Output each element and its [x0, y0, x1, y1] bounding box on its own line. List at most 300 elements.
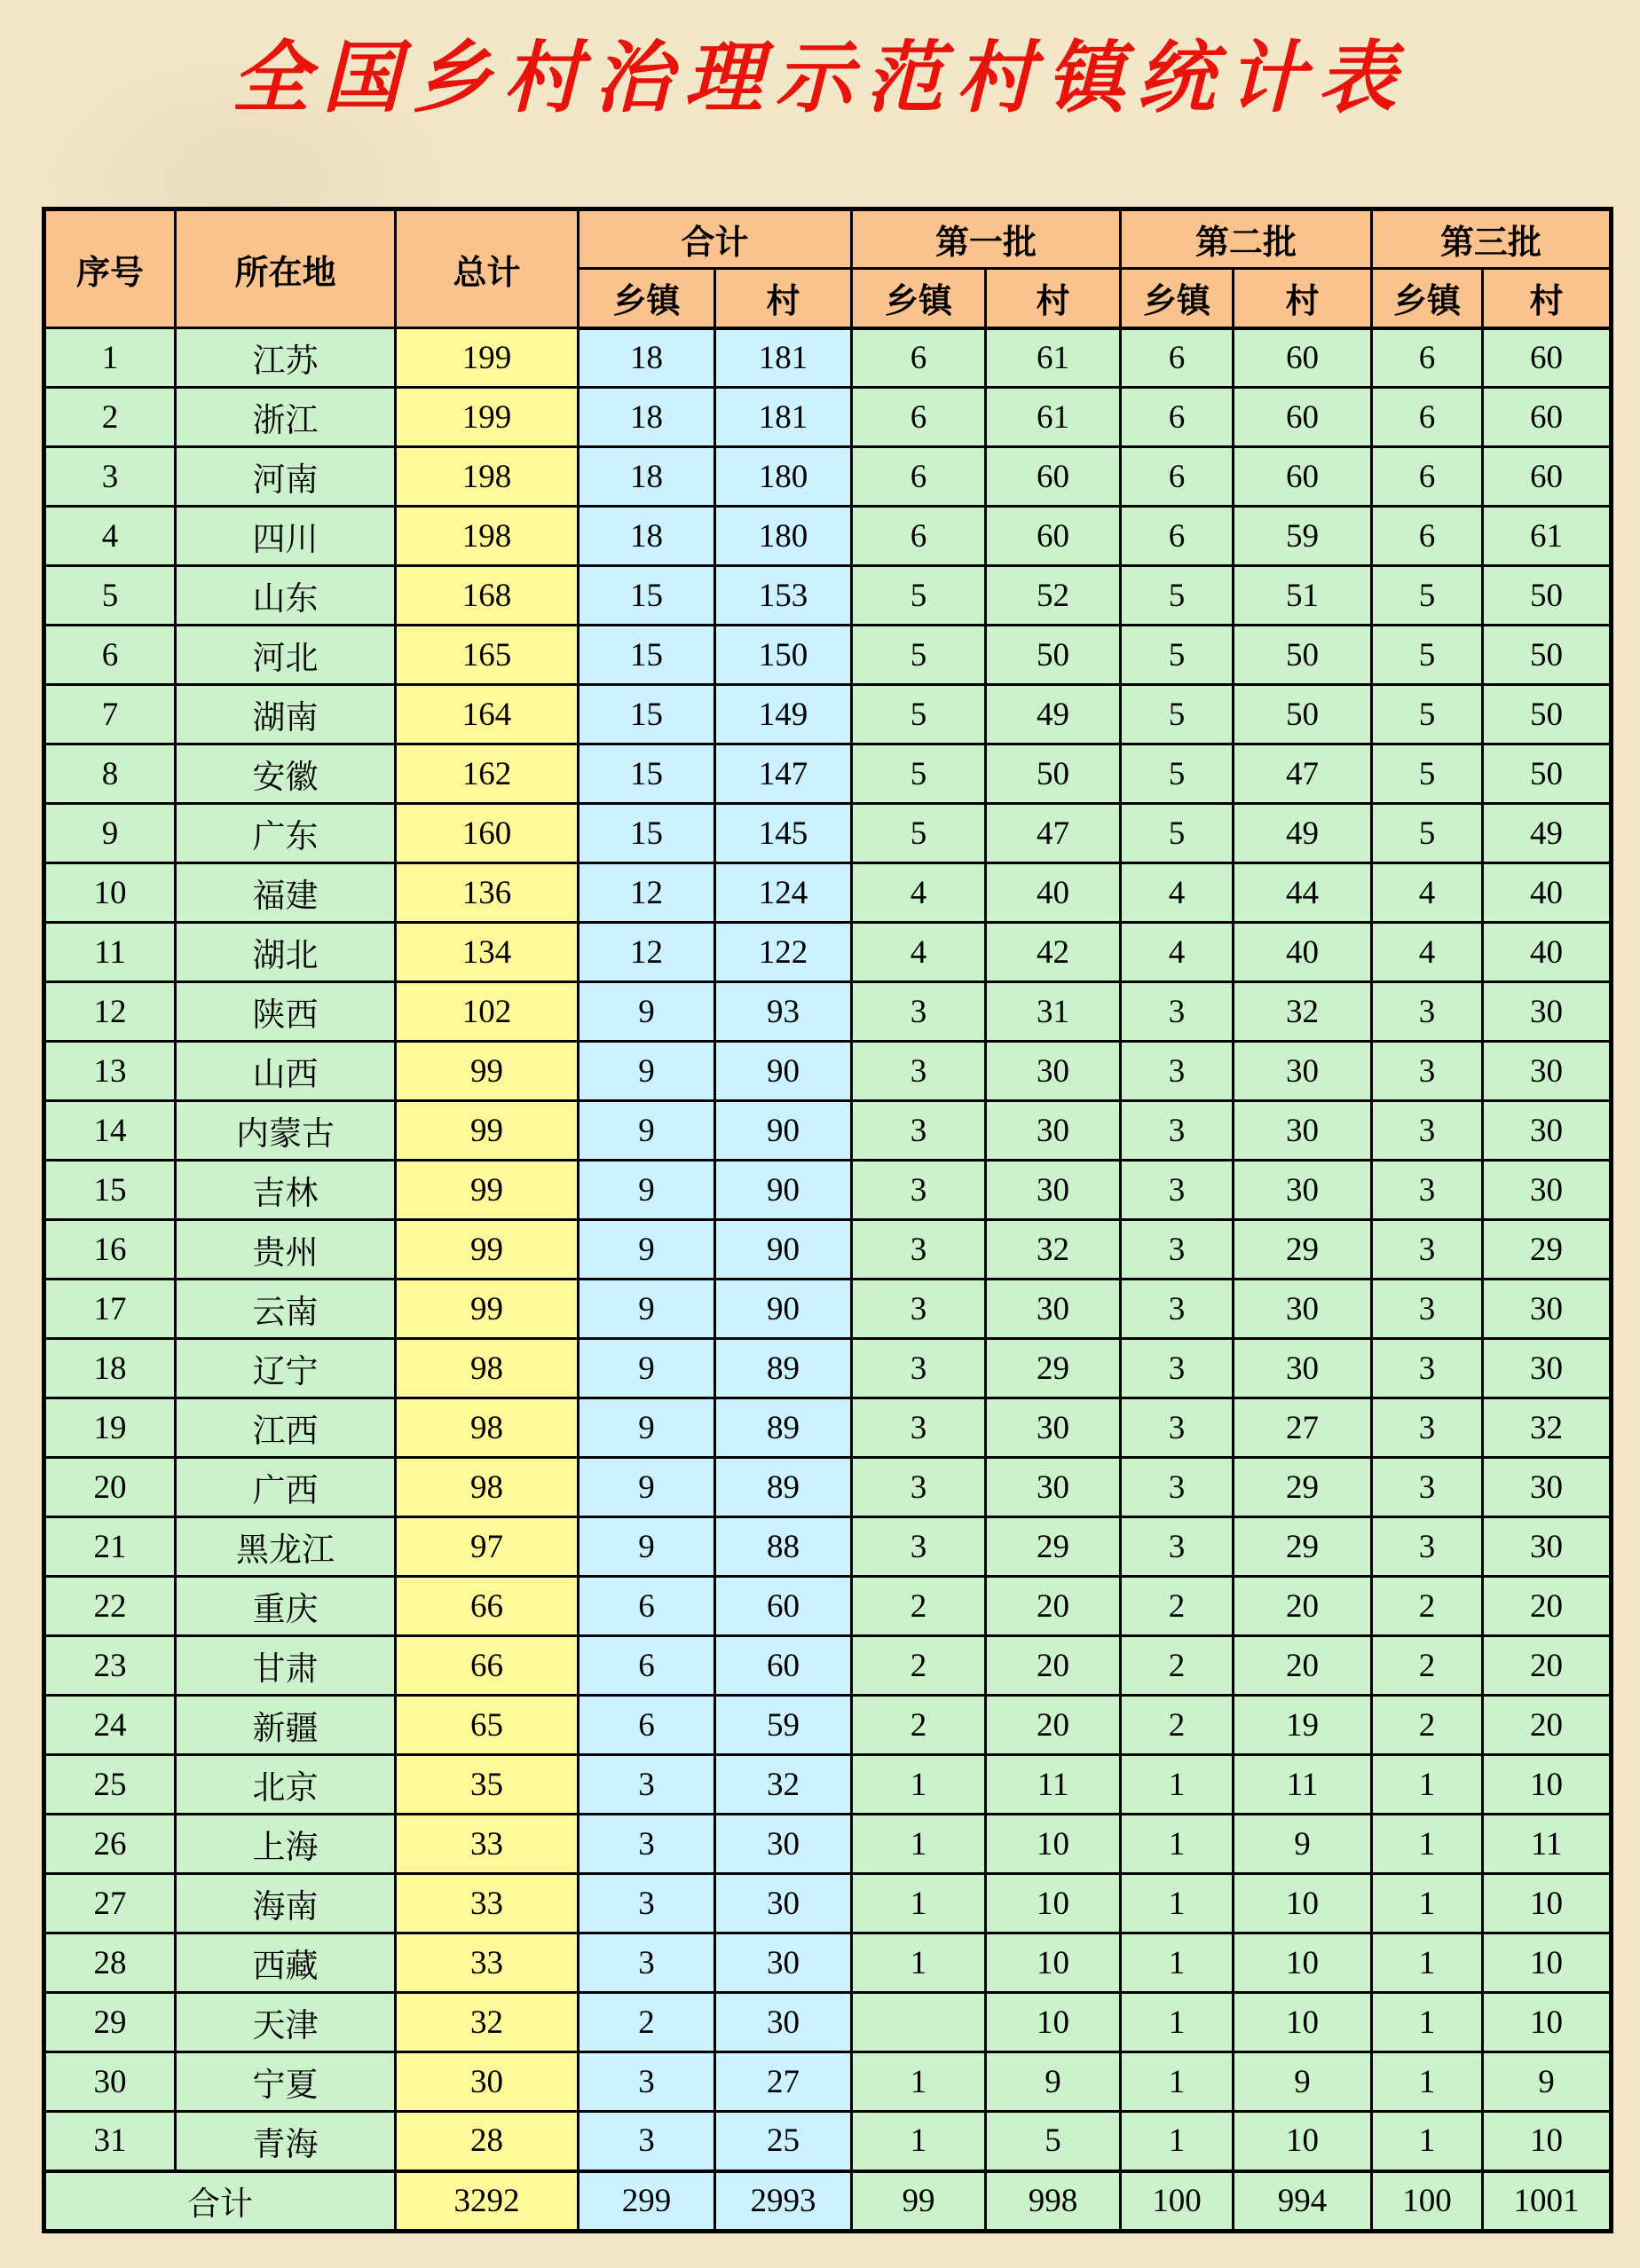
row-batch2-township: 5 — [1121, 744, 1234, 804]
row-batch2-village: 60 — [1234, 328, 1372, 388]
row-subtotal-village: 147 — [715, 744, 852, 804]
table-row — [44, 507, 1612, 566]
row-batch1-village: 29 — [986, 1339, 1121, 1398]
row-batch2-township: 1 — [1121, 1933, 1234, 1993]
row-batch1-village: 10 — [986, 1815, 1121, 1874]
col-group-batch2: 第二批 — [1121, 209, 1372, 269]
row-batch3-township: 5 — [1372, 804, 1483, 863]
row-batch3-township: 3 — [1372, 1398, 1483, 1458]
total-batch2-village: 994 — [1234, 2171, 1372, 2232]
row-batch2-township: 5 — [1121, 804, 1234, 863]
row-location: 新疆 — [176, 1696, 396, 1755]
row-location: 浙江 — [176, 388, 396, 447]
row-index: 18 — [44, 1339, 176, 1398]
row-subtotal-village: 90 — [715, 1161, 852, 1220]
row-batch3-township: 1 — [1372, 2052, 1483, 2112]
row-grand-total: 99 — [396, 1101, 579, 1161]
row-batch1-township: 6 — [852, 388, 986, 447]
table-row — [44, 1577, 1612, 1636]
subheader-batch2-village: 村 — [1234, 269, 1372, 328]
row-index: 29 — [44, 1993, 176, 2052]
row-index: 17 — [44, 1280, 176, 1339]
row-index: 23 — [44, 1636, 176, 1696]
table-row — [44, 626, 1612, 685]
row-grand-total: 65 — [396, 1696, 579, 1755]
row-grand-total: 99 — [396, 1042, 579, 1101]
row-subtotal-township: 6 — [579, 1577, 715, 1636]
row-batch3-village: 50 — [1483, 744, 1612, 804]
row-batch2-village: 30 — [1234, 1280, 1372, 1339]
row-batch3-township: 3 — [1372, 1101, 1483, 1161]
subheader-batch1-village: 村 — [986, 269, 1121, 328]
row-batch2-township: 3 — [1121, 1101, 1234, 1161]
row-batch3-township: 5 — [1372, 744, 1483, 804]
row-subtotal-village: 149 — [715, 685, 852, 744]
row-index: 11 — [44, 923, 176, 982]
row-batch2-village: 51 — [1234, 566, 1372, 626]
row-subtotal-township: 15 — [579, 626, 715, 685]
row-batch3-village: 9 — [1483, 2052, 1612, 2112]
row-batch2-village: 59 — [1234, 507, 1372, 566]
total-grand: 3292 — [396, 2171, 579, 2232]
row-subtotal-township: 18 — [579, 328, 715, 388]
row-grand-total: 198 — [396, 447, 579, 507]
table-row — [44, 804, 1612, 863]
row-location: 河南 — [176, 447, 396, 507]
row-location: 陕西 — [176, 982, 396, 1042]
table-row — [44, 1874, 1612, 1933]
row-batch2-village: 10 — [1234, 1993, 1372, 2052]
table-row — [44, 863, 1612, 923]
row-batch2-village: 30 — [1234, 1042, 1372, 1101]
table-row — [44, 1636, 1612, 1696]
table-row — [44, 1696, 1612, 1755]
row-batch3-village: 30 — [1483, 1042, 1612, 1101]
row-subtotal-township: 9 — [579, 1101, 715, 1161]
row-subtotal-township: 3 — [579, 1755, 715, 1815]
row-batch2-village: 50 — [1234, 685, 1372, 744]
row-batch1-village: 30 — [986, 1458, 1121, 1517]
row-batch3-township: 6 — [1372, 388, 1483, 447]
row-batch1-village: 9 — [986, 2052, 1121, 2112]
row-batch1-village: 61 — [986, 328, 1121, 388]
row-index: 30 — [44, 2052, 176, 2112]
table-row — [44, 923, 1612, 982]
row-batch2-village: 30 — [1234, 1339, 1372, 1398]
row-index: 2 — [44, 388, 176, 447]
row-subtotal-village: 150 — [715, 626, 852, 685]
row-batch1-village: 20 — [986, 1696, 1121, 1755]
row-batch3-township: 2 — [1372, 1577, 1483, 1636]
row-subtotal-village: 90 — [715, 1280, 852, 1339]
row-batch1-township: 4 — [852, 923, 986, 982]
row-batch3-village: 30 — [1483, 1280, 1612, 1339]
row-batch1-township: 2 — [852, 1696, 986, 1755]
row-batch3-village: 29 — [1483, 1220, 1612, 1280]
row-batch1-village: 29 — [986, 1517, 1121, 1577]
row-batch1-village: 31 — [986, 982, 1121, 1042]
row-batch2-village: 10 — [1234, 2112, 1372, 2171]
row-batch3-township: 3 — [1372, 1042, 1483, 1101]
row-batch1-village: 10 — [986, 1933, 1121, 1993]
row-subtotal-village: 90 — [715, 1042, 852, 1101]
table-row — [44, 1398, 1612, 1458]
row-batch3-village: 60 — [1483, 388, 1612, 447]
subheader-batch2-township: 乡镇 — [1121, 269, 1234, 328]
row-subtotal-village: 59 — [715, 1696, 852, 1755]
row-batch2-village: 10 — [1234, 1933, 1372, 1993]
row-subtotal-village: 30 — [715, 1815, 852, 1874]
total-batch2-township: 100 — [1121, 2171, 1234, 2232]
row-batch1-village: 61 — [986, 388, 1121, 447]
row-subtotal-township: 3 — [579, 2052, 715, 2112]
row-batch3-village: 20 — [1483, 1636, 1612, 1696]
row-index: 14 — [44, 1101, 176, 1161]
row-location: 四川 — [176, 507, 396, 566]
row-batch2-township: 3 — [1121, 1280, 1234, 1339]
row-batch2-township: 1 — [1121, 1815, 1234, 1874]
row-batch1-village: 30 — [986, 1101, 1121, 1161]
row-batch3-township: 3 — [1372, 1220, 1483, 1280]
row-index: 22 — [44, 1577, 176, 1636]
row-batch1-township: 3 — [852, 1398, 986, 1458]
row-location: 西藏 — [176, 1933, 396, 1993]
row-location: 云南 — [176, 1280, 396, 1339]
row-batch3-village: 60 — [1483, 328, 1612, 388]
table-body — [44, 328, 1612, 2171]
row-batch1-village: 50 — [986, 744, 1121, 804]
row-batch3-township: 1 — [1372, 2112, 1483, 2171]
row-batch1-township: 6 — [852, 447, 986, 507]
row-subtotal-village: 25 — [715, 2112, 852, 2171]
row-subtotal-village: 89 — [715, 1339, 852, 1398]
row-index: 27 — [44, 1874, 176, 1933]
row-batch2-township: 3 — [1121, 982, 1234, 1042]
table-row — [44, 1101, 1612, 1161]
row-subtotal-township: 6 — [579, 1696, 715, 1755]
stats-table — [42, 207, 1613, 2233]
row-batch2-village: 10 — [1234, 1874, 1372, 1933]
row-batch2-township: 1 — [1121, 1755, 1234, 1815]
total-subtotal-township: 299 — [579, 2171, 715, 2232]
table-row — [44, 1220, 1612, 1280]
table-row — [44, 447, 1612, 507]
row-batch2-township: 3 — [1121, 1042, 1234, 1101]
row-batch3-village: 60 — [1483, 447, 1612, 507]
table-row — [44, 1042, 1612, 1101]
row-batch1-township: 3 — [852, 1517, 986, 1577]
row-batch2-township: 3 — [1121, 1339, 1234, 1398]
row-batch1-village: 20 — [986, 1636, 1121, 1696]
subheader-batch3-village: 村 — [1483, 269, 1612, 328]
row-grand-total: 98 — [396, 1339, 579, 1398]
row-batch1-township: 3 — [852, 1280, 986, 1339]
row-batch2-village: 49 — [1234, 804, 1372, 863]
row-batch3-village: 20 — [1483, 1577, 1612, 1636]
row-subtotal-village: 27 — [715, 2052, 852, 2112]
row-batch3-township: 4 — [1372, 923, 1483, 982]
row-subtotal-township: 3 — [579, 1874, 715, 1933]
row-subtotal-village: 122 — [715, 923, 852, 982]
row-location: 北京 — [176, 1755, 396, 1815]
row-subtotal-township: 15 — [579, 566, 715, 626]
row-batch3-village: 30 — [1483, 982, 1612, 1042]
row-batch3-township: 1 — [1372, 1933, 1483, 1993]
row-batch1-township: 1 — [852, 1874, 986, 1933]
row-index: 31 — [44, 2112, 176, 2171]
row-grand-total: 33 — [396, 1933, 579, 1993]
row-batch3-village: 50 — [1483, 566, 1612, 626]
row-batch2-village: 60 — [1234, 447, 1372, 507]
row-subtotal-village: 88 — [715, 1517, 852, 1577]
row-batch1-township: 3 — [852, 1042, 986, 1101]
table-row — [44, 328, 1612, 388]
row-subtotal-village: 30 — [715, 1933, 852, 1993]
row-location: 天津 — [176, 1993, 396, 2052]
row-subtotal-township: 9 — [579, 1161, 715, 1220]
row-batch3-township: 3 — [1372, 1458, 1483, 1517]
row-batch1-township: 1 — [852, 1755, 986, 1815]
row-batch3-township: 1 — [1372, 1874, 1483, 1933]
row-location: 广西 — [176, 1458, 396, 1517]
subheader-subtotal-township: 乡镇 — [579, 269, 715, 328]
row-grand-total: 35 — [396, 1755, 579, 1815]
table-row — [44, 1933, 1612, 1993]
row-batch2-township: 6 — [1121, 328, 1234, 388]
table-header — [44, 209, 1612, 328]
row-batch3-township: 3 — [1372, 1161, 1483, 1220]
row-index: 15 — [44, 1161, 176, 1220]
row-batch1-village: 10 — [986, 1874, 1121, 1933]
row-subtotal-township: 9 — [579, 1517, 715, 1577]
row-batch3-township: 3 — [1372, 1339, 1483, 1398]
row-batch2-township: 3 — [1121, 1220, 1234, 1280]
row-batch3-township: 3 — [1372, 1517, 1483, 1577]
row-location: 上海 — [176, 1815, 396, 1874]
row-batch3-township: 1 — [1372, 1993, 1483, 2052]
row-location: 湖南 — [176, 685, 396, 744]
row-batch1-township: 1 — [852, 2052, 986, 2112]
total-batch3-township: 100 — [1372, 2171, 1483, 2232]
row-grand-total: 199 — [396, 388, 579, 447]
total-batch1-village: 998 — [986, 2171, 1121, 2232]
row-batch2-township: 1 — [1121, 2052, 1234, 2112]
row-subtotal-village: 90 — [715, 1101, 852, 1161]
row-batch2-village: 20 — [1234, 1577, 1372, 1636]
row-grand-total: 32 — [396, 1993, 579, 2052]
row-batch2-village: 47 — [1234, 744, 1372, 804]
row-batch2-village: 29 — [1234, 1517, 1372, 1577]
row-grand-total: 99 — [396, 1220, 579, 1280]
row-batch2-village: 60 — [1234, 388, 1372, 447]
row-location: 青海 — [176, 2112, 396, 2171]
row-batch2-township: 6 — [1121, 507, 1234, 566]
row-location: 广东 — [176, 804, 396, 863]
row-batch1-village: 30 — [986, 1161, 1121, 1220]
row-subtotal-township: 12 — [579, 863, 715, 923]
row-subtotal-village: 153 — [715, 566, 852, 626]
table-row — [44, 1339, 1612, 1398]
row-batch1-village: 60 — [986, 447, 1121, 507]
row-grand-total: 165 — [396, 626, 579, 685]
row-batch2-township: 1 — [1121, 1874, 1234, 1933]
row-location: 江苏 — [176, 328, 396, 388]
row-grand-total: 30 — [396, 2052, 579, 2112]
row-batch1-township: 3 — [852, 1220, 986, 1280]
row-grand-total: 97 — [396, 1517, 579, 1577]
row-batch2-village: 19 — [1234, 1696, 1372, 1755]
row-location: 福建 — [176, 863, 396, 923]
total-label: 合计 — [44, 2171, 396, 2232]
total-row — [44, 2171, 1612, 2232]
row-batch2-village: 30 — [1234, 1161, 1372, 1220]
row-batch3-township: 4 — [1372, 863, 1483, 923]
row-subtotal-township: 9 — [579, 1339, 715, 1398]
row-batch1-township: 6 — [852, 328, 986, 388]
row-location: 江西 — [176, 1398, 396, 1458]
row-batch1-village: 30 — [986, 1280, 1121, 1339]
row-batch2-village: 29 — [1234, 1458, 1372, 1517]
row-batch1-village: 42 — [986, 923, 1121, 982]
row-subtotal-township: 18 — [579, 447, 715, 507]
row-batch1-township: 1 — [852, 2112, 986, 2171]
row-subtotal-township: 18 — [579, 507, 715, 566]
row-batch1-township — [852, 1993, 986, 2052]
total-subtotal-village: 2993 — [715, 2171, 852, 2232]
row-location: 河北 — [176, 626, 396, 685]
row-batch2-township: 3 — [1121, 1398, 1234, 1458]
col-group-batch1: 第一批 — [852, 209, 1121, 269]
row-grand-total: 98 — [396, 1398, 579, 1458]
table-row — [44, 2112, 1612, 2171]
row-index: 4 — [44, 507, 176, 566]
subheader-batch3-township: 乡镇 — [1372, 269, 1483, 328]
col-group-subtotal: 合计 — [579, 209, 852, 269]
row-index: 5 — [44, 566, 176, 626]
row-subtotal-village: 30 — [715, 1874, 852, 1933]
row-grand-total: 102 — [396, 982, 579, 1042]
row-batch2-township: 5 — [1121, 626, 1234, 685]
row-batch2-village: 30 — [1234, 1101, 1372, 1161]
row-subtotal-township: 3 — [579, 2112, 715, 2171]
col-group-batch3: 第三批 — [1372, 209, 1612, 269]
row-batch2-township: 4 — [1121, 863, 1234, 923]
row-batch1-village: 32 — [986, 1220, 1121, 1280]
row-batch1-township: 2 — [852, 1636, 986, 1696]
row-batch3-village: 10 — [1483, 1755, 1612, 1815]
row-subtotal-township: 15 — [579, 744, 715, 804]
row-batch2-village: 29 — [1234, 1220, 1372, 1280]
subheader-batch1-township: 乡镇 — [852, 269, 986, 328]
table-row — [44, 2052, 1612, 2112]
table-row — [44, 744, 1612, 804]
row-location: 重庆 — [176, 1577, 396, 1636]
row-subtotal-township: 15 — [579, 685, 715, 744]
row-index: 1 — [44, 328, 176, 388]
row-index: 16 — [44, 1220, 176, 1280]
row-batch2-village: 44 — [1234, 863, 1372, 923]
row-batch2-village: 50 — [1234, 626, 1372, 685]
row-grand-total: 99 — [396, 1161, 579, 1220]
row-location: 山东 — [176, 566, 396, 626]
row-batch2-township: 1 — [1121, 1993, 1234, 2052]
row-index: 20 — [44, 1458, 176, 1517]
row-grand-total: 168 — [396, 566, 579, 626]
row-batch2-township: 2 — [1121, 1696, 1234, 1755]
row-batch3-village: 10 — [1483, 1933, 1612, 1993]
row-batch2-township: 3 — [1121, 1517, 1234, 1577]
table-row — [44, 1161, 1612, 1220]
row-grand-total: 33 — [396, 1815, 579, 1874]
row-subtotal-village: 32 — [715, 1755, 852, 1815]
row-index: 12 — [44, 982, 176, 1042]
row-subtotal-village: 90 — [715, 1220, 852, 1280]
row-subtotal-village: 60 — [715, 1636, 852, 1696]
row-location: 贵州 — [176, 1220, 396, 1280]
row-batch3-township: 5 — [1372, 685, 1483, 744]
row-batch3-township: 1 — [1372, 1815, 1483, 1874]
row-subtotal-village: 60 — [715, 1577, 852, 1636]
row-batch3-township: 5 — [1372, 626, 1483, 685]
row-subtotal-township: 9 — [579, 1220, 715, 1280]
page-title: 全国乡村治理示范村镇统计表 — [231, 36, 1408, 122]
row-batch1-township: 5 — [852, 685, 986, 744]
row-batch2-township: 3 — [1121, 1458, 1234, 1517]
row-index: 6 — [44, 626, 176, 685]
row-batch3-village: 30 — [1483, 1101, 1612, 1161]
row-batch2-village: 27 — [1234, 1398, 1372, 1458]
row-subtotal-village: 124 — [715, 863, 852, 923]
row-batch2-village: 40 — [1234, 923, 1372, 982]
col-header-location: 所在地 — [176, 209, 396, 328]
row-batch1-township: 4 — [852, 863, 986, 923]
row-batch3-village: 40 — [1483, 923, 1612, 982]
row-batch1-village: 20 — [986, 1577, 1121, 1636]
group-header-row — [44, 209, 1612, 269]
row-grand-total: 198 — [396, 507, 579, 566]
table-row — [44, 566, 1612, 626]
row-location: 山西 — [176, 1042, 396, 1101]
table-row — [44, 1755, 1612, 1815]
row-batch2-township: 6 — [1121, 447, 1234, 507]
row-batch1-village: 10 — [986, 1993, 1121, 2052]
row-batch1-township: 1 — [852, 1815, 986, 1874]
row-batch1-township: 6 — [852, 507, 986, 566]
row-batch1-village: 47 — [986, 804, 1121, 863]
row-location: 宁夏 — [176, 2052, 396, 2112]
row-batch1-township: 3 — [852, 1101, 986, 1161]
row-batch3-village: 10 — [1483, 2112, 1612, 2171]
row-index: 9 — [44, 804, 176, 863]
row-grand-total: 164 — [396, 685, 579, 744]
row-index: 13 — [44, 1042, 176, 1101]
row-subtotal-village: 30 — [715, 1993, 852, 2052]
row-batch2-village: 9 — [1234, 1815, 1372, 1874]
row-index: 7 — [44, 685, 176, 744]
row-batch3-village: 50 — [1483, 626, 1612, 685]
row-subtotal-township: 3 — [579, 1933, 715, 1993]
row-batch3-township: 6 — [1372, 507, 1483, 566]
row-index: 21 — [44, 1517, 176, 1577]
table-row — [44, 1458, 1612, 1517]
row-batch3-township: 3 — [1372, 982, 1483, 1042]
table-row — [44, 685, 1612, 744]
row-grand-total: 199 — [396, 328, 579, 388]
row-batch2-township: 5 — [1121, 685, 1234, 744]
row-batch3-village: 10 — [1483, 1874, 1612, 1933]
row-batch3-township: 6 — [1372, 328, 1483, 388]
row-batch1-township: 3 — [852, 1161, 986, 1220]
